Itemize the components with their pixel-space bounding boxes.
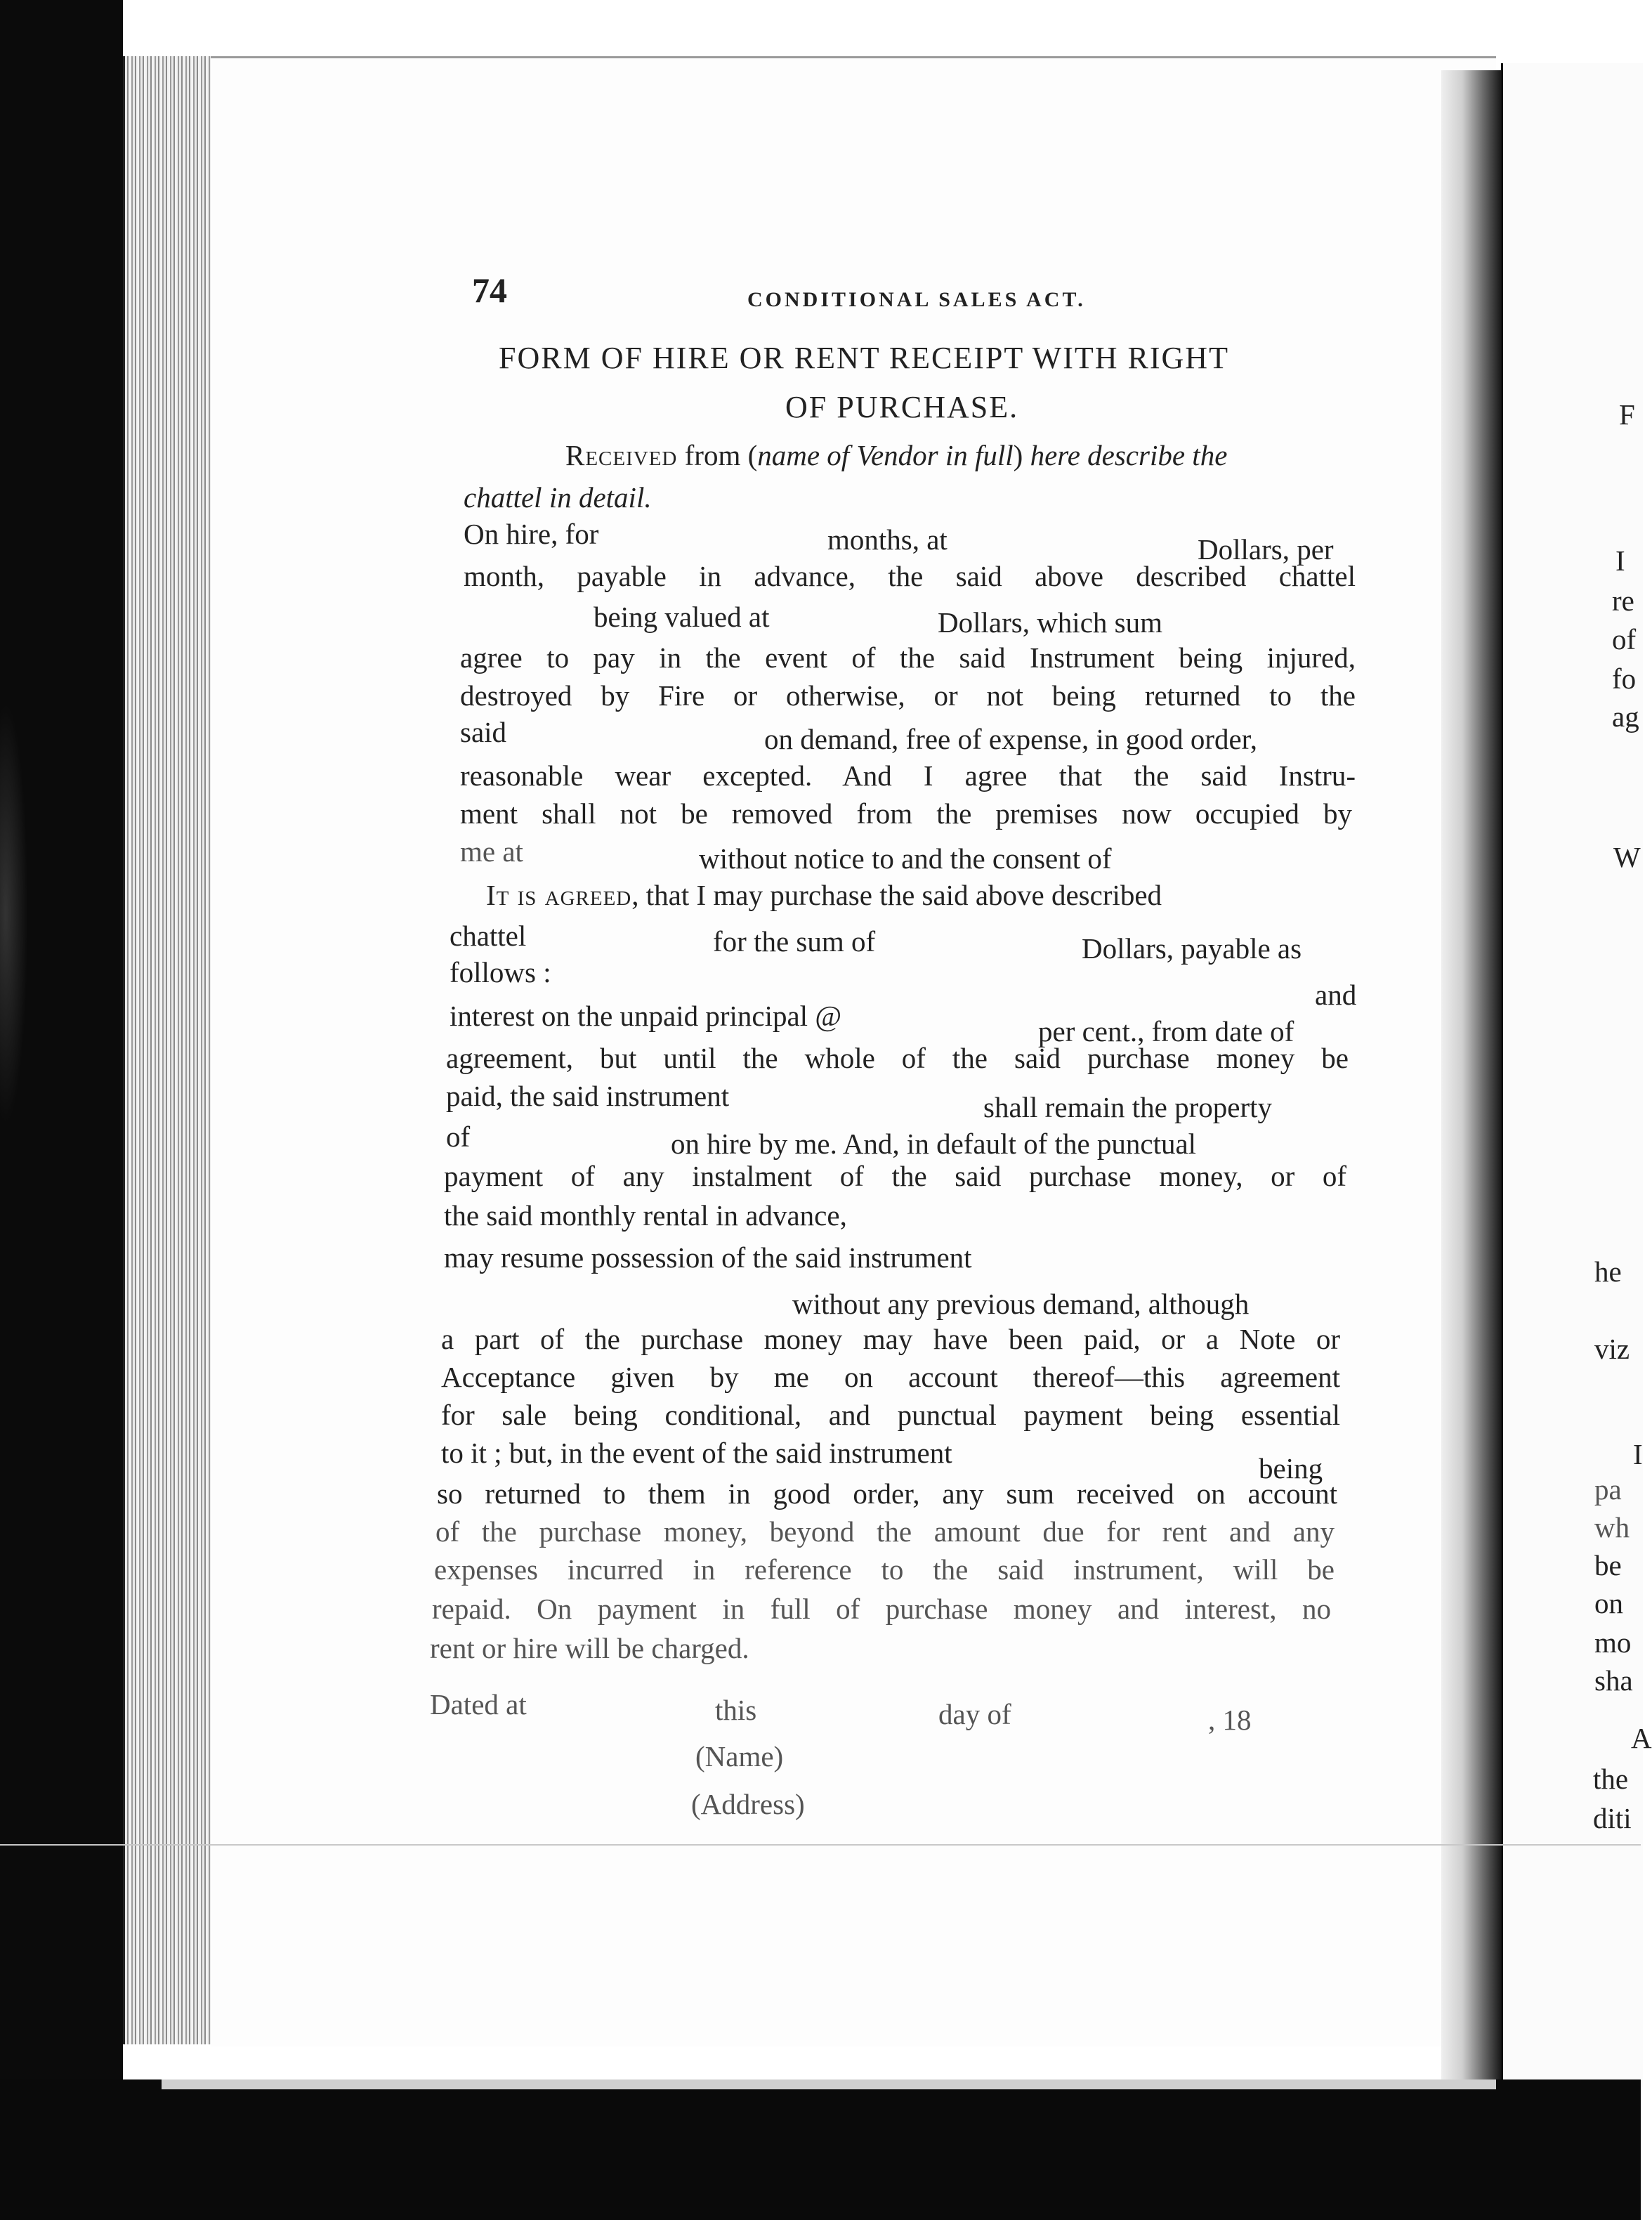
body-line-1-a: On hire, for: [464, 518, 599, 550]
form-title-line-1: FORM OF HIRE OR RENT RECEIPT WITH RIGHT: [499, 341, 1229, 375]
agreed-line-11: may resume possession of the said instrument: [444, 1241, 972, 1274]
agreed-line-17: so returned to them in good order, any sum received on account: [437, 1477, 1337, 1510]
agreed-line-1: [486, 881, 1162, 910]
right-page-fragment: ag: [1612, 700, 1639, 733]
agreed-line-6: agreement, but until the whole of the said purchase money be: [446, 1042, 1349, 1074]
body-line-6-b: on demand, free of expense, in good order,: [764, 723, 1257, 755]
right-page-fragment: on: [1594, 1587, 1623, 1619]
received-lead: Received: [565, 439, 678, 471]
agreed-line-2-b: for the sum of: [713, 925, 876, 958]
form-title-line-2: OF PURCHASE.: [785, 390, 1019, 424]
scan-background-left: [0, 0, 123, 2220]
body-line-1-c: Dollars, per: [1198, 533, 1334, 566]
agreed-line-7-b: shall remain the property: [983, 1091, 1273, 1123]
received-close: ): [1013, 439, 1030, 471]
agreed-line-10: the said monthly rental in advance,: [444, 1199, 847, 1232]
right-page-fragment: F: [1619, 398, 1635, 431]
right-page-fragment: A: [1631, 1722, 1652, 1754]
dated-at-label: Dated at: [430, 1688, 527, 1720]
agreed-line-18: of the purchase money, beyond the amount due for rent and any: [435, 1515, 1335, 1548]
dated-day-of-label: day of: [938, 1698, 1011, 1730]
right-page-fragment: he: [1594, 1255, 1622, 1288]
agreed-line-16-b: being: [1259, 1452, 1323, 1484]
agreed-line-19: expenses incurred in reference to the said instrument, will be: [434, 1553, 1335, 1586]
running-head: CONDITIONAL SALES ACT.: [747, 288, 1086, 311]
scan-artifact-line: [0, 1844, 1641, 1846]
body-line-9-b: without notice to and the consent of: [699, 842, 1112, 875]
agreed-line-1-text: , that I may purchase the said above described: [631, 879, 1162, 911]
body-line-3-b: Dollars, which sum: [938, 606, 1162, 639]
body-line-5: destroyed by Fire or otherwise, or not being returned to the: [460, 679, 1356, 712]
body-line-7: reasonable wear excepted. And I agree that the said Instru-: [460, 759, 1356, 792]
agreed-line-8-b: on hire by me. And, in default of the punctual: [671, 1128, 1197, 1160]
dated-year-label: , 18: [1208, 1704, 1252, 1736]
agreed-line-5-a: interest on the unpaid principal @: [450, 1000, 842, 1032]
right-page-fragment: wh: [1594, 1511, 1630, 1543]
agreed-lead: It is agreed: [486, 879, 632, 911]
agreed-line-13: a part of the purchase money may have been paid, or a Note or: [441, 1323, 1340, 1355]
right-page-fragment: re: [1612, 585, 1634, 617]
received-from: from (: [677, 439, 758, 471]
received-line: [565, 441, 1227, 470]
agreed-line-8-a: of: [446, 1121, 471, 1153]
agreed-line-3: follows :: [450, 956, 551, 988]
body-line-8: ment shall not be removed from the premises now occupied by: [460, 797, 1352, 830]
agreed-line-2-a: chattel: [450, 920, 527, 952]
body-line-3-a: being valued at: [594, 601, 770, 633]
agreed-line-7-a: paid, the said instrument: [446, 1080, 730, 1112]
body-line-2: month, payable in advance, the said above described chattel: [464, 560, 1356, 592]
right-page-fragment: be: [1594, 1549, 1622, 1581]
right-page-fragment: W: [1613, 841, 1641, 873]
agreed-line-12: without any previous demand, although: [792, 1288, 1250, 1320]
page-number: 74: [472, 270, 507, 310]
body-line-4: agree to pay in the event of the said Instrument being injured,: [460, 641, 1356, 674]
agreed-line-16-a: to it ; but, in the event of the said instrument: [441, 1437, 952, 1469]
dated-this-label: this: [715, 1694, 757, 1726]
scan-background-bottom: [0, 2079, 1641, 2220]
agreed-line-15: for sale being conditional, and punctual payment being essential: [441, 1399, 1340, 1431]
chattel-detail-instruction: chattel in detail.: [464, 481, 652, 514]
agreed-line-20: repaid. On payment in full of purchase money and interest, no: [432, 1593, 1331, 1625]
vendor-name-placeholder: name of Vendor in full: [757, 439, 1014, 471]
right-page-fragment: I: [1633, 1438, 1643, 1470]
book-gutter: [1441, 70, 1501, 2079]
right-page-fragment: I: [1615, 544, 1625, 577]
right-page-fragment: fo: [1612, 662, 1637, 695]
agreed-line-4: and: [1315, 979, 1357, 1011]
right-page-fragment: viz: [1594, 1333, 1630, 1365]
agreed-line-14: Acceptance given by me on account thereof—this agreement: [441, 1361, 1340, 1393]
agreed-line-5-b: per cent., from date of: [1038, 1015, 1294, 1047]
signature-name-label: (Name): [695, 1740, 784, 1772]
body-line-1-b: months, at: [827, 523, 948, 556]
right-page-fragment: of: [1612, 623, 1637, 655]
right-page-fragment: the: [1593, 1763, 1629, 1795]
agreed-line-9: payment of any instalment of the said purchase money, or of: [444, 1160, 1346, 1192]
body-line-9-a: me at: [460, 835, 523, 868]
agreed-line-21: rent or hire will be charged.: [430, 1632, 749, 1664]
right-page-fragment: pa: [1594, 1473, 1622, 1506]
body-line-6-a: said: [460, 716, 507, 748]
right-page-fragment: mo: [1594, 1626, 1632, 1659]
book-page-edges: [123, 56, 216, 2044]
signature-address-label: (Address): [691, 1788, 805, 1820]
right-page-fragment: diti: [1593, 1802, 1632, 1834]
describe-instruction: here describe the: [1030, 439, 1228, 471]
agreed-line-2-c: Dollars, payable as: [1082, 932, 1302, 965]
right-page-fragment: sha: [1594, 1664, 1633, 1697]
